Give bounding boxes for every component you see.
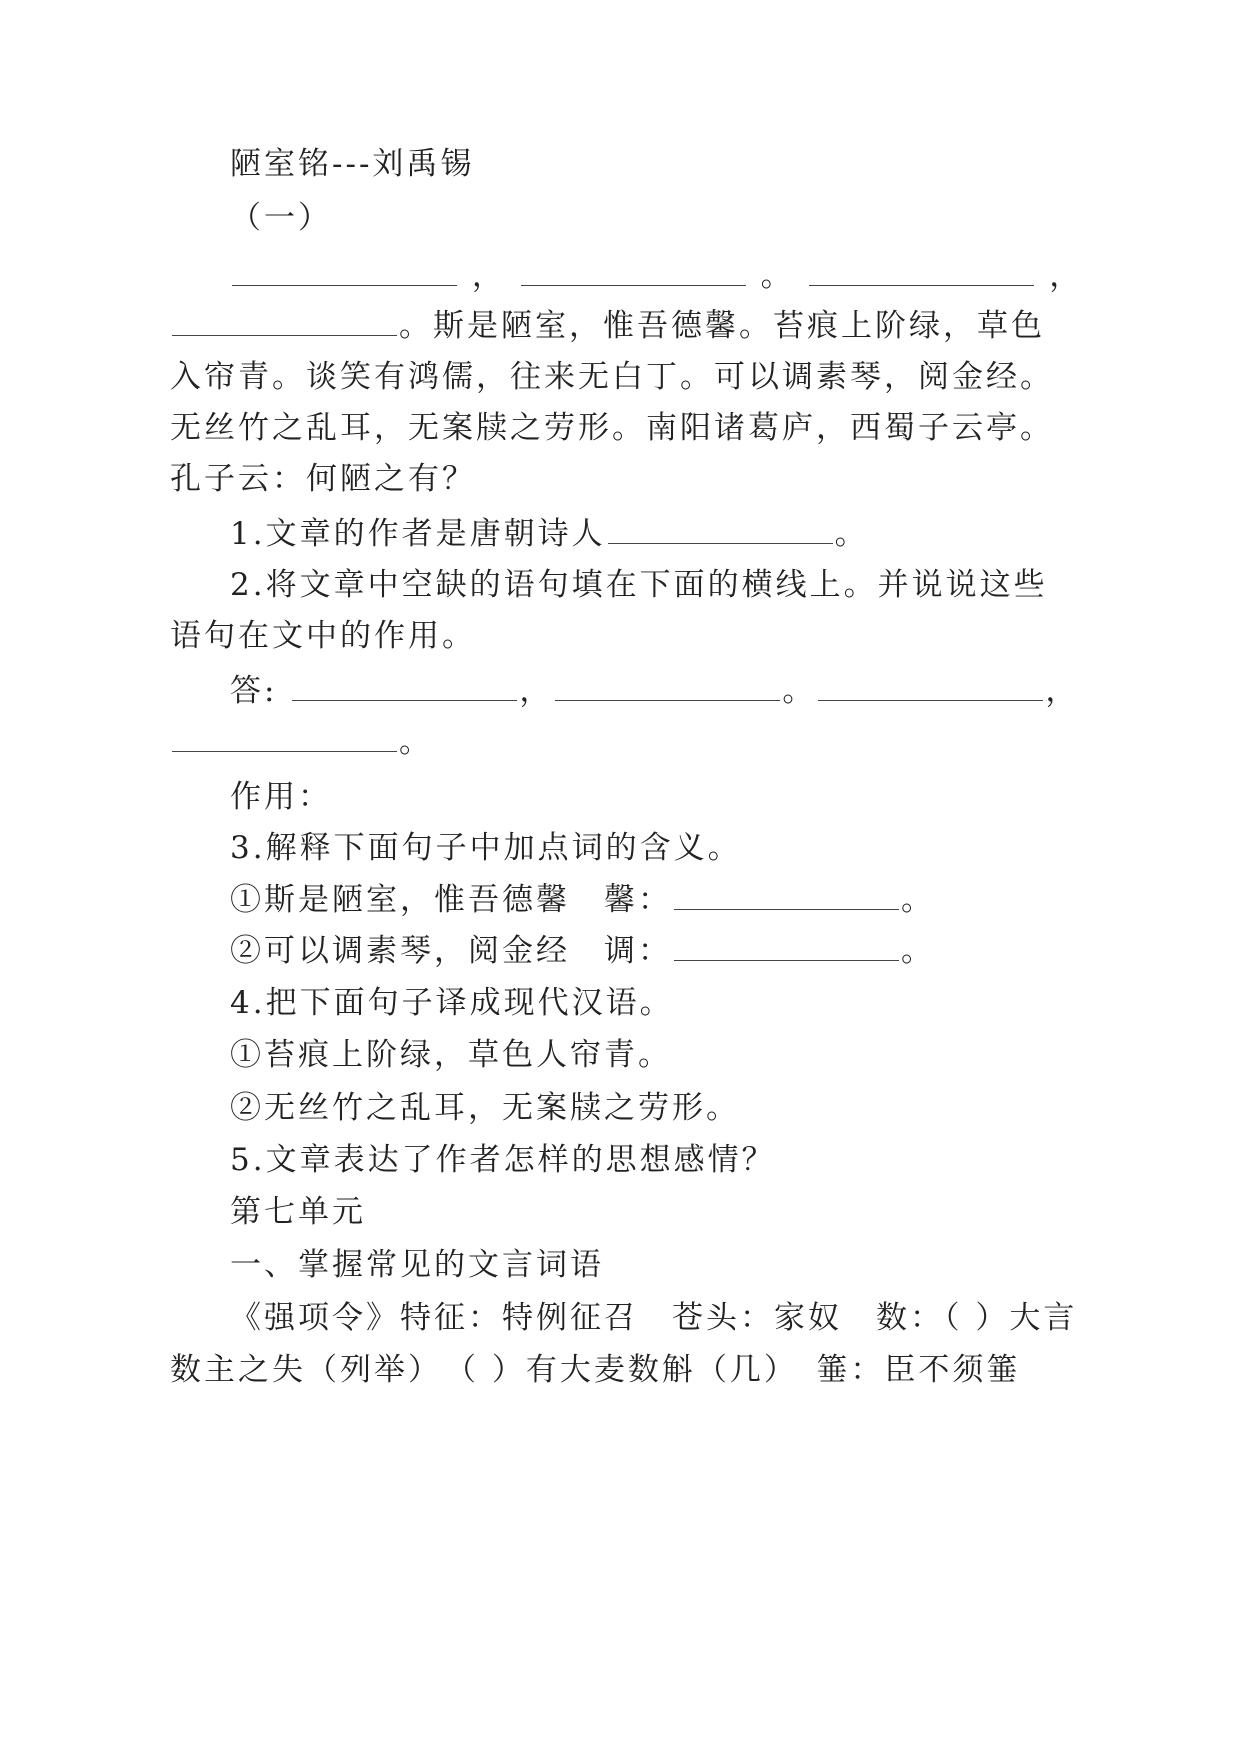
fill-blank[interactable] [674,936,899,961]
question-2-line-1: 2.将文章中空缺的语句填在下面的横线上。并说说这些 [230,567,1048,603]
unit-line-1: 《强项令》特征：特例征召 苍头：家奴 数：（ ）大言 [230,1300,1078,1336]
question-4-2: ②无丝竹之乱耳，无案牍之劳形。 [230,1090,740,1126]
question-2-line-2: 语句在文中的作用。 [170,618,476,654]
answer-line-1: 答: ， 。 ， [230,673,1080,709]
fill-blank[interactable] [608,519,833,544]
passage-line-3: 入帘青。谈笑有鸿儒，往来无白丁。可以调素琴，阅金经。 [170,359,1054,395]
fill-blank[interactable] [172,311,397,336]
fill-blank[interactable] [172,727,397,752]
question-5: 5.文章表达了作者怎样的思想感情？ [230,1142,776,1178]
fill-blank[interactable] [809,261,1034,286]
passage-line-2: 。斯是陋室，惟吾德馨。苔痕上阶绿，草色 [170,306,1045,346]
section-label: （一） [230,200,332,236]
question-3-2: ②可以调素琴，阅金经 调： 。 [230,933,935,969]
page-title: 陋室铭---刘禹锡 [230,146,475,182]
passage-line-1: ， 。 ， [230,256,1083,296]
fill-blank[interactable] [521,261,746,286]
question-1: 1.文章的作者是唐朝诗人 。 [230,516,869,552]
effect-label: 作用： [230,779,332,815]
unit-subheading: 一、掌握常见的文言词语 [230,1247,604,1283]
unit-heading: 第七单元 [230,1194,366,1230]
fill-blank[interactable] [232,261,457,286]
question-3-1: ①斯是陋室，惟吾德馨 馨： 。 [230,882,935,918]
fill-blank[interactable] [555,676,780,701]
passage-line-5: 孔子云：何陋之有？ [170,461,476,497]
fill-blank[interactable] [292,676,517,701]
question-4-1: ①苔痕上阶绿，草色人帘青。 [230,1037,672,1073]
unit-line-2: 数主之失（列举） （ ）有大麦数斛（几） 箠：臣不须箠 [170,1352,1021,1388]
answer-line-2: 。 [170,722,433,762]
passage-line-4: 无丝竹之乱耳，无案牍之劳形。南阳诸葛庐，西蜀子云亭。 [170,410,1054,446]
question-4: 4.把下面句子译成现代汉语。 [230,985,674,1021]
question-3: 3.解释下面句子中加点词的含义。 [230,830,742,866]
fill-blank[interactable] [818,676,1043,701]
fill-blank[interactable] [674,885,899,910]
